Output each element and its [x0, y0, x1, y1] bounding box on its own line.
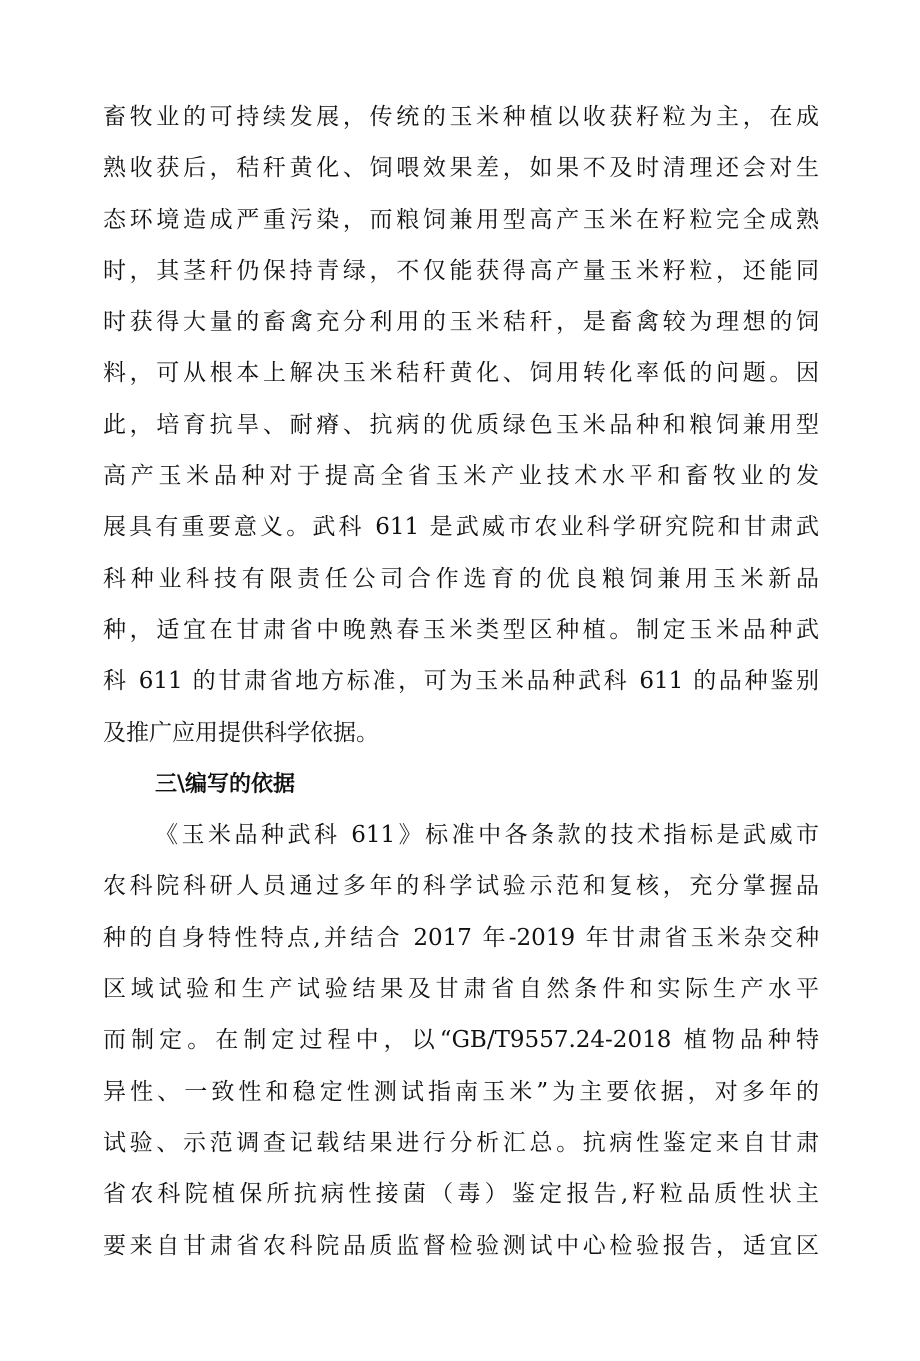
section-heading: 三\编写的依据 — [155, 771, 296, 797]
text-line: 试验、示范调查记载结果进行分析汇总。抗病性鉴定来自甘肃 — [103, 1129, 819, 1156]
paragraph-basis — [103, 810, 819, 1272]
text-line: 《玉米品种武科 611》标准中各条款的技术指标是武威市 — [155, 822, 819, 849]
text-line: 及推广应用提供科学依据。 — [103, 719, 379, 746]
text-line: 此，培育抗旱、耐瘠、抗病的优质绿色玉米品种和粮饲兼用型 — [103, 411, 819, 438]
text-line: 态环境造成严重污染，而粮饲兼用型高产玉米在籽粒完全成熟 — [103, 206, 819, 233]
text-line: 科种业科技有限责任公司合作选育的优良粮饲兼用玉米新品 — [103, 565, 819, 592]
text-line: 时获得大量的畜禽充分利用的玉米秸秆，是畜禽较为理想的饲 — [103, 309, 819, 336]
paragraph-livestock-background — [103, 92, 819, 759]
text-line: 畜牧业的可持续发展，传统的玉米种植以收获籽粒为主，在成 — [103, 104, 819, 130]
text-line: 农科院科研人员通过多年的科学试验示范和复核，充分掌握品 — [103, 873, 819, 900]
text-line: 区域试验和生产试验结果及甘肃省自然条件和实际生产水平 — [103, 976, 819, 1003]
text-line: 科 611 的甘肃省地方标准，可为玉米品种武科 611 的品种鉴别 — [103, 668, 819, 695]
text-line: 种，适宜在甘肃省中晚熟春玉米类型区种植。制定玉米品种武 — [103, 616, 819, 643]
text-line: 熟收获后，秸秆黄化、饲喂效果差，如果不及时清理还会对生 — [103, 155, 819, 182]
text-line: 时，其茎秆仍保持青绿，不仅能获得高产量玉米籽粒，还能同 — [103, 257, 819, 284]
text-line: 高产玉米品种对于提高全省玉米产业技术水平和畜牧业的发 — [103, 463, 819, 490]
document-body — [103, 92, 819, 1272]
text-line: 省农科院植保所抗病性接菌（毒）鉴定报告,籽粒品质性状主 — [103, 1181, 819, 1208]
text-line: 而制定。在制定过程中，以“GB/T9557.24-2018 植物品种特 — [103, 1027, 819, 1054]
text-line: 异性、一致性和稳定性测试指南玉米”为主要依据，对多年的 — [103, 1078, 819, 1105]
text-line: 料，可从根本上解决玉米秸秆黄化、饲用转化率低的问题。因 — [103, 360, 819, 387]
text-line: 展具有重要意义。武科 611 是武威市农业科学研究院和甘肃武 — [103, 514, 819, 541]
text-line: 要来自甘肃省农科院品质监督检验测试中心检验报告，适宜区 — [103, 1232, 819, 1259]
text-line: 种的自身特性特点,并结合 2017 年-2019 年甘肃省玉米杂交种 — [103, 924, 819, 951]
